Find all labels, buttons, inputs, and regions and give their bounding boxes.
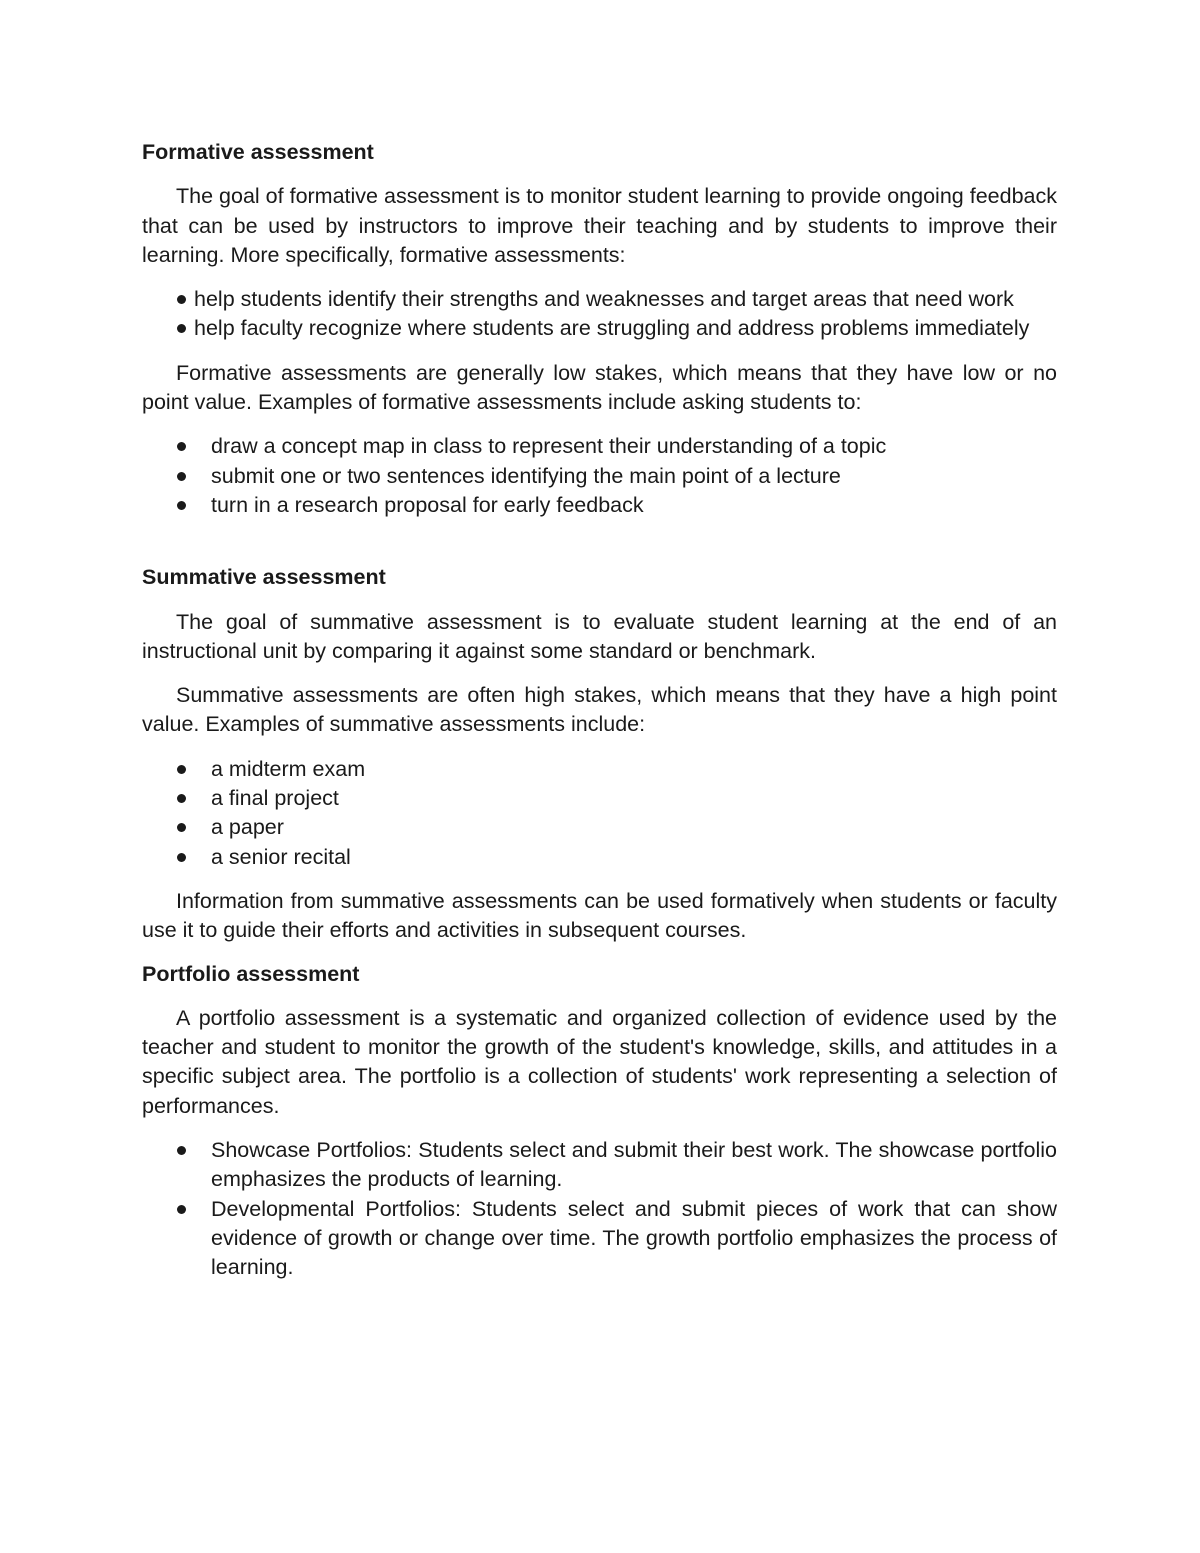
summative-examples-list [142, 755, 1057, 872]
formative-purpose-list [142, 285, 1057, 344]
list-item: a final project [142, 784, 1057, 813]
list-item: help faculty recognize where students are struggling and address problems immediately [142, 314, 1057, 343]
list-item: help students identify their strengths and weaknesses and target areas that need work [142, 285, 1057, 314]
list-item: a midterm exam [142, 755, 1057, 784]
summative-info-paragraph: Information from summative assessments can be used formatively when students or faculty use it to guide their efforts and activities in subsequent courses. [142, 888, 1057, 943]
formative-examples-paragraph: Formative assessments are generally low stakes, which means that they have low or no point value. Examples of formative assessments include asking students to: [142, 360, 1057, 415]
list-item: a paper [142, 813, 1057, 842]
formative-heading: Formative assessment [142, 140, 374, 164]
summative-examples-paragraph: Summative assessments are often high stakes, which means that they have a high point value. Examples of summative assessments include: [142, 683, 1057, 737]
list-item: draw a concept map in class to represent their understanding of a topic [142, 432, 1057, 461]
list-item: turn in a research proposal for early feedback [142, 491, 1057, 520]
portfolio-intro-paragraph: A portfolio assessment is a systematic and organized collection of evidence used by the teacher and student to monitor the growth of the student's knowledge, skills, and attitudes in a specific subject area. The portfolio is a collection of students' work representing a selection of performances. [142, 1005, 1057, 1118]
formative-examples-list [142, 432, 1057, 520]
summative-heading: Summative assessment [142, 565, 386, 590]
list-item: submit one or two sentences identifying the main point of a lecture [142, 462, 1057, 491]
portfolio-heading: Portfolio assessment [142, 961, 360, 986]
list-item: a senior recital [142, 843, 1057, 872]
document-page [142, 138, 1057, 1298]
list-item: Showcase Portfolios: Students select and submit their best work. The showcase portfolio emphasizes the products of learning. [142, 1136, 1057, 1195]
list-item: Developmental Portfolios: Students select and submit pieces of work that can show evidence of growth or change over time. The growth portfolio emphasizes the process of learning. [142, 1195, 1057, 1283]
summative-intro-paragraph: The goal of summative assessment is to evaluate student learning at the end of an instructional unit by comparing it against some standard or benchmark. [142, 609, 1057, 663]
formative-intro-paragraph: The goal of formative assessment is to monitor student learning to provide ongoing feedback that can be used by instructors to improve their teaching and by students to improve their learning. More specifically, formative assessments: [142, 184, 1057, 267]
portfolio-types-list [142, 1136, 1057, 1282]
